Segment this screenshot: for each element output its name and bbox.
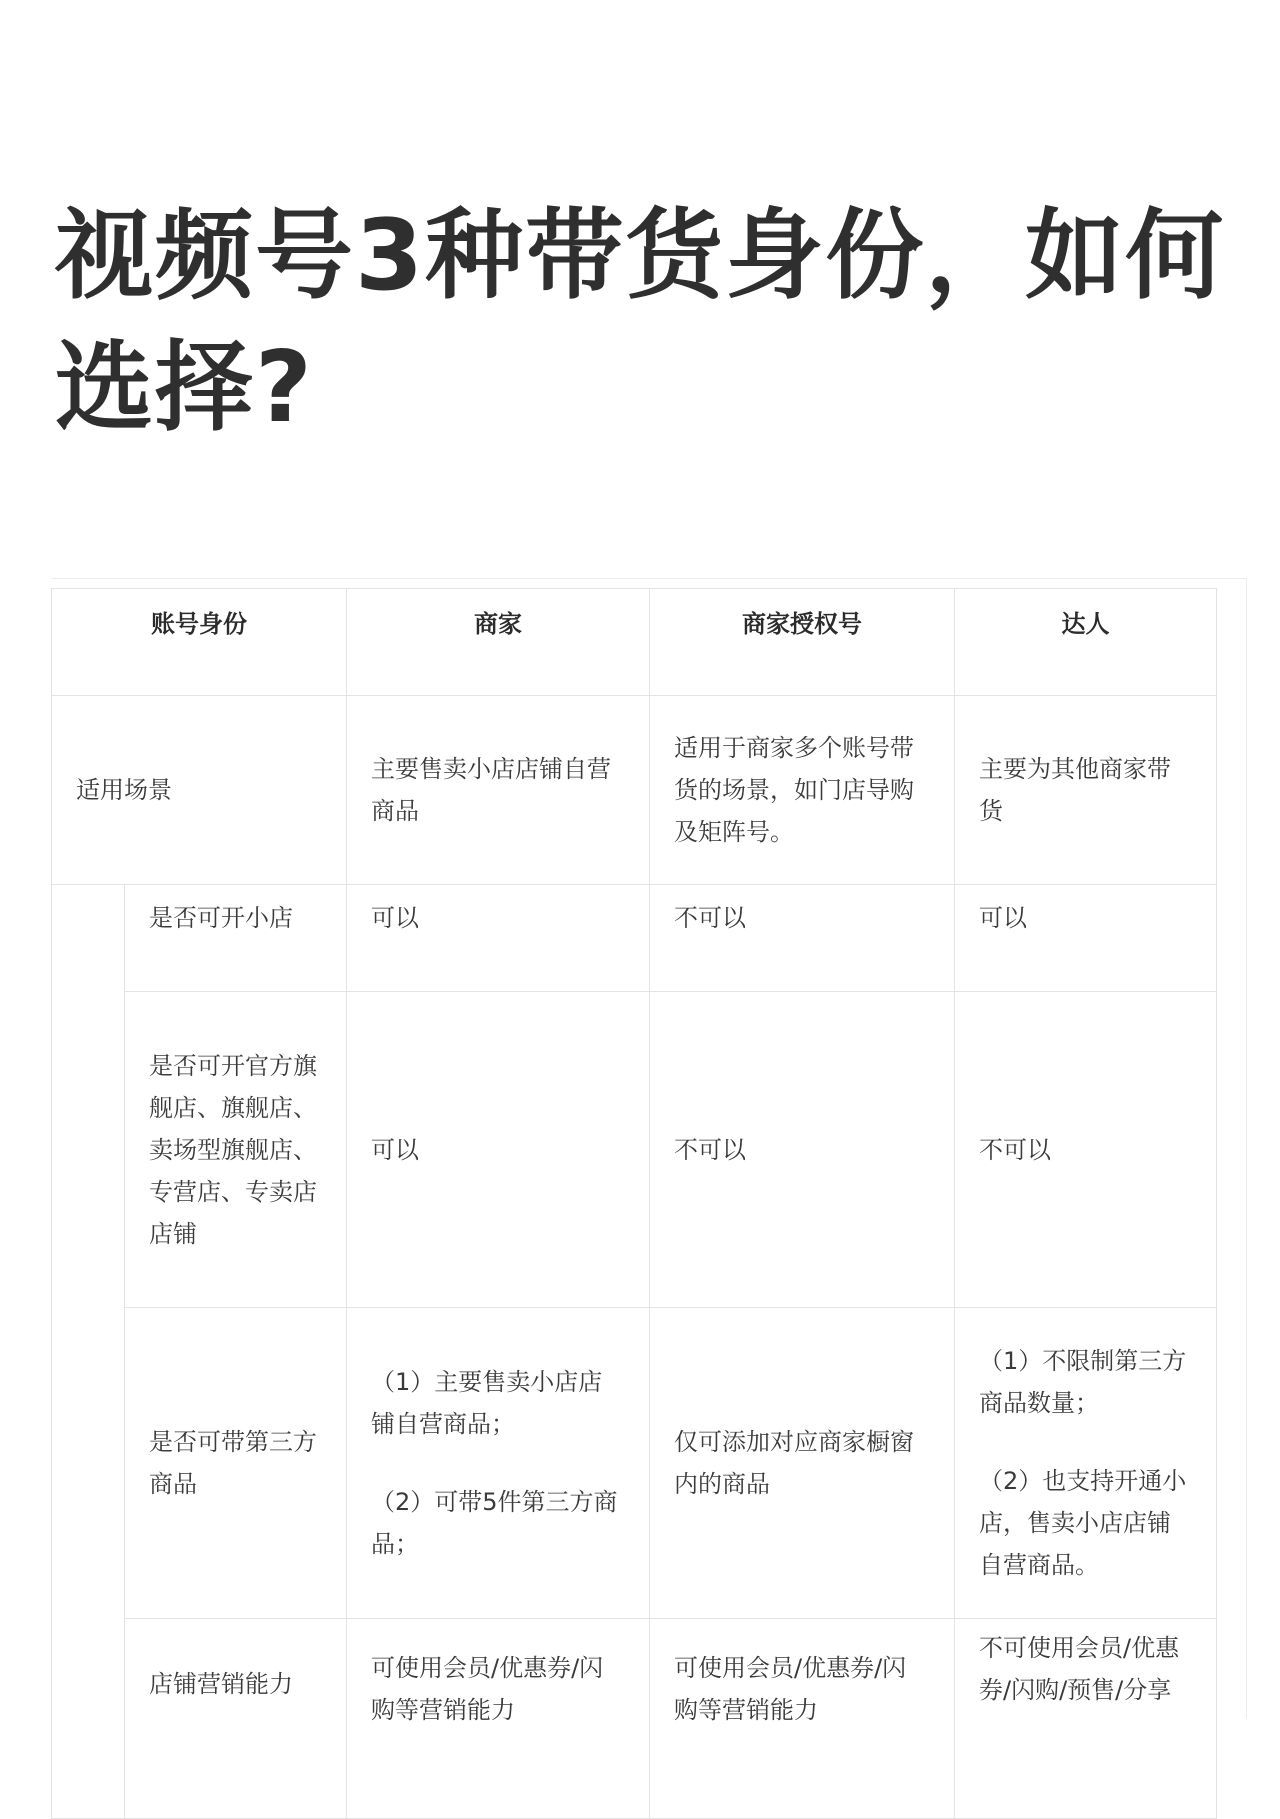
table-header-row bbox=[52, 589, 1217, 696]
cell-authorized: 可使用会员/优惠券/闪购等营销能力 bbox=[650, 1619, 955, 1819]
header-creator: 达人 bbox=[955, 589, 1217, 696]
table-row bbox=[52, 1308, 1217, 1619]
cell-creator: 不可以 bbox=[955, 992, 1217, 1308]
row-label-scene: 适用场景 bbox=[52, 696, 347, 885]
cell-creator: 不可使用会员/优惠券/闪购/预售/分享 bbox=[955, 1619, 1217, 1819]
cell-merchant: 可以 bbox=[347, 992, 650, 1308]
row-label-marketing: 店铺营销能力 bbox=[125, 1619, 347, 1819]
cell-authorized: 不可以 bbox=[650, 992, 955, 1308]
cell-merchant: 可使用会员/优惠券/闪购等营销能力 bbox=[347, 1619, 650, 1819]
cell-creator bbox=[955, 1308, 1217, 1619]
comparison-table bbox=[51, 588, 1217, 1819]
page-title: 视频号3种带货身份，如何选择? bbox=[55, 199, 1226, 445]
cell-scene-creator: 主要为其他商家带货 bbox=[955, 696, 1217, 885]
cell-authorized: 仅可添加对应商家橱窗内的商品 bbox=[650, 1308, 955, 1619]
cell-paragraph: （1）主要售卖小店店铺自营商品； bbox=[371, 1368, 603, 1438]
cell-merchant bbox=[347, 1308, 650, 1619]
cell-creator: 可以 bbox=[955, 885, 1217, 992]
table-row-scene bbox=[52, 696, 1217, 885]
cell-scene-authorized: 适用于商家多个账号带货的场景，如门店导购及矩阵号。 bbox=[650, 696, 955, 885]
header-account-identity: 账号身份 bbox=[52, 589, 347, 696]
table-row bbox=[52, 885, 1217, 992]
cell-merchant: 可以 bbox=[347, 885, 650, 992]
cell-paragraph: （2）可带5件第三方商品； bbox=[371, 1488, 618, 1558]
paragraph-gap bbox=[979, 1424, 1192, 1460]
header-merchant: 商家 bbox=[347, 589, 650, 696]
cell-paragraph: （2）也支持开通小店，售卖小店店铺自营商品。 bbox=[979, 1467, 1187, 1579]
paragraph-gap bbox=[371, 1445, 625, 1481]
row-label-open-store: 是否可开小店 bbox=[125, 885, 347, 992]
cell-scene-merchant: 主要售卖小店店铺自营商品 bbox=[347, 696, 650, 885]
cell-paragraph: （1）不限制第三方商品数量； bbox=[979, 1347, 1187, 1417]
row-label-official-store: 是否可开官方旗舰店、旗舰店、卖场型旗舰店、专营店、专卖店店铺 bbox=[125, 992, 347, 1308]
table-row bbox=[52, 992, 1217, 1308]
row-label-third-party: 是否可带第三方商品 bbox=[125, 1308, 347, 1619]
cell-authorized: 不可以 bbox=[650, 885, 955, 992]
table-row bbox=[52, 1619, 1217, 1819]
group-spacer-cell bbox=[52, 885, 125, 1819]
header-authorized-account: 商家授权号 bbox=[650, 589, 955, 696]
